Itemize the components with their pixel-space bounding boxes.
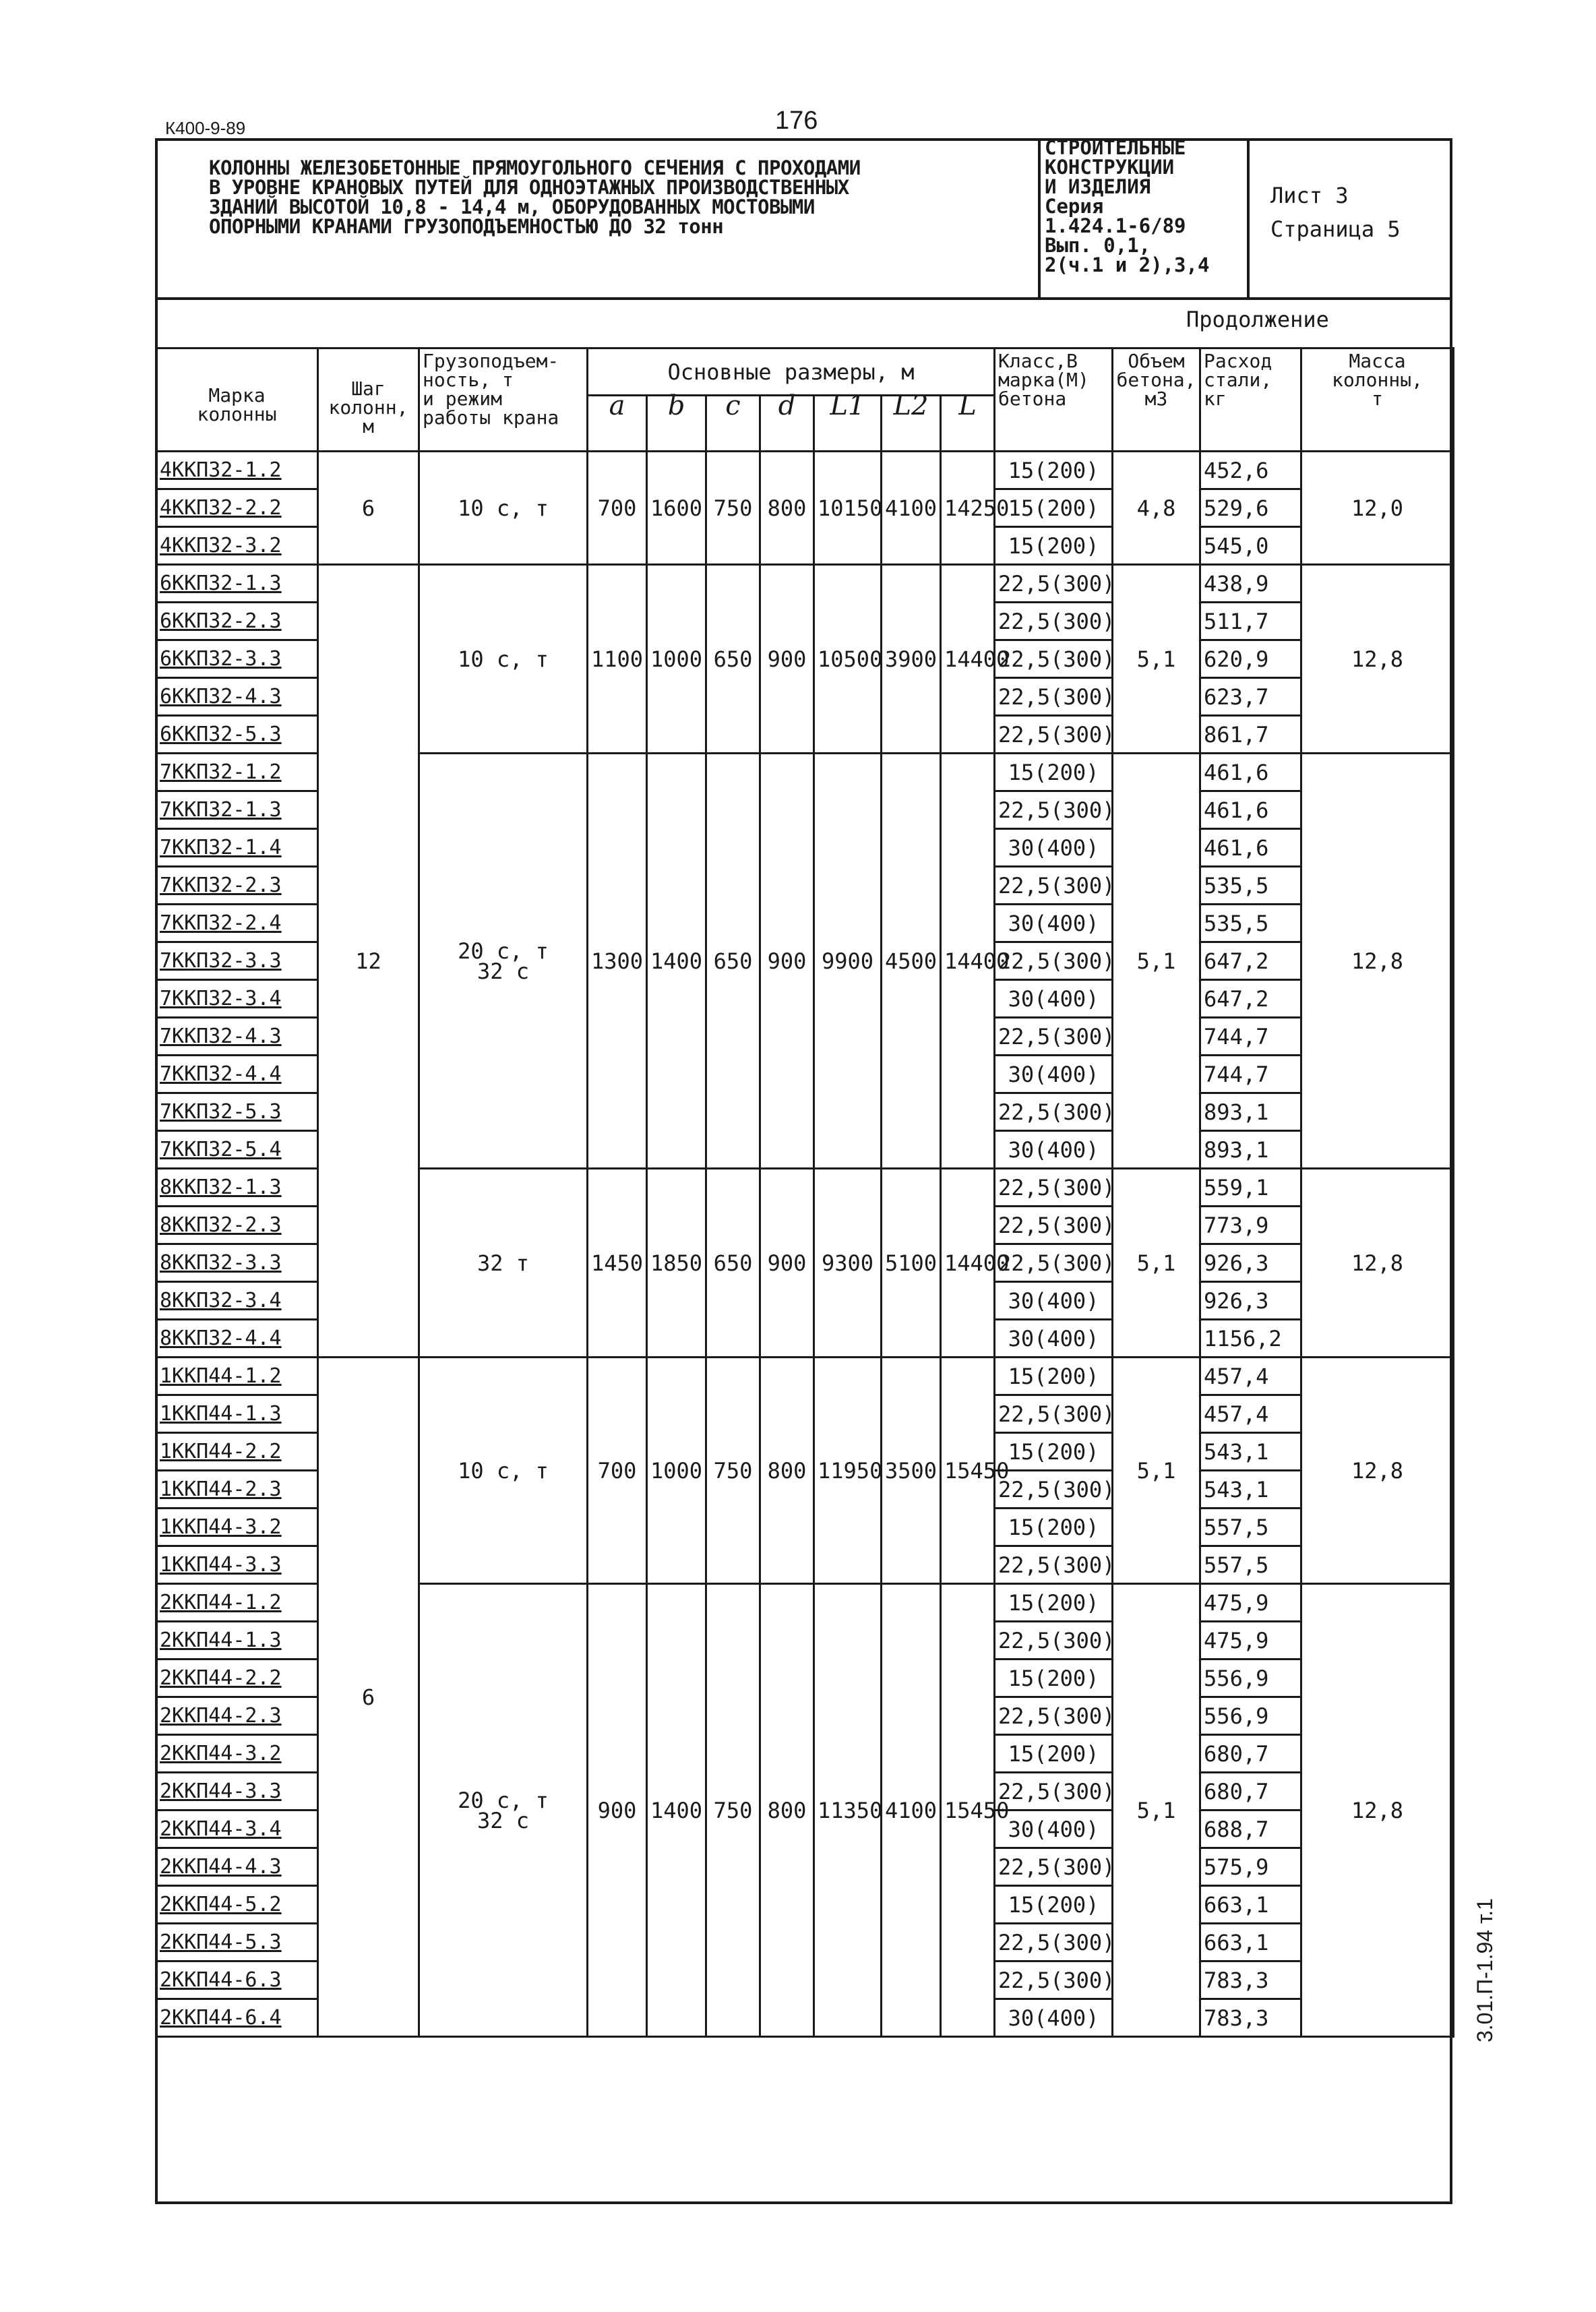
- header-dim-c: c: [706, 396, 760, 452]
- dim-c: 650: [706, 1169, 760, 1358]
- column-mark: 7ККП32-1.2: [156, 754, 318, 791]
- steel-consumption: 861,7: [1200, 716, 1301, 754]
- dim-b: 1400: [647, 1584, 706, 2037]
- header-mass: Масса колонны, т: [1301, 348, 1454, 452]
- column-mark: 1ККП44-3.2: [156, 1509, 318, 1546]
- steel-consumption: 543,1: [1200, 1433, 1301, 1471]
- steel-consumption: 647,2: [1200, 942, 1301, 980]
- column-mark: 7ККП32-2.4: [156, 905, 318, 942]
- dim-a: 1100: [588, 565, 647, 754]
- dim-l2: 4500: [882, 754, 941, 1169]
- concrete-volume: 5,1: [1113, 1584, 1200, 2037]
- column-mark: 7ККП32-2.3: [156, 867, 318, 905]
- dim-l: 14400: [941, 1169, 995, 1358]
- column-mass: 12,8: [1301, 754, 1454, 1169]
- column-mass: 12,0: [1301, 452, 1454, 565]
- crane-load: 10 с, т: [419, 1358, 588, 1584]
- dim-l: 14400: [941, 754, 995, 1169]
- dim-a: 1300: [588, 754, 647, 1169]
- steel-consumption: 461,6: [1200, 791, 1301, 829]
- column-mass: 12,8: [1301, 1358, 1454, 1584]
- column-mark: 2ККП44-2.3: [156, 1697, 318, 1735]
- concrete-class: 15(200): [995, 1660, 1113, 1697]
- steel-consumption: 744,7: [1200, 1018, 1301, 1056]
- crane-load: 10 с, т: [419, 565, 588, 754]
- dim-b: 1600: [647, 452, 706, 565]
- columns-table: [155, 347, 1454, 2038]
- column-mark: 1ККП44-2.3: [156, 1471, 318, 1509]
- dim-a: 700: [588, 452, 647, 565]
- dim-a: 1450: [588, 1169, 647, 1358]
- dim-l1: 10500: [814, 565, 882, 754]
- concrete-volume: 5,1: [1113, 1169, 1200, 1358]
- dim-b: 1850: [647, 1169, 706, 1358]
- steel-consumption: 535,5: [1200, 867, 1301, 905]
- steel-consumption: 680,7: [1200, 1735, 1301, 1773]
- concrete-class: 22,5(300): [995, 640, 1113, 678]
- concrete-class: 22,5(300): [995, 565, 1113, 603]
- column-mark: 6ККП32-3.3: [156, 640, 318, 678]
- concrete-class: 22,5(300): [995, 1848, 1113, 1886]
- column-mark: 7ККП32-4.4: [156, 1056, 318, 1093]
- steel-consumption: 557,5: [1200, 1509, 1301, 1546]
- column-mark: 7ККП32-1.4: [156, 829, 318, 867]
- title-divider: [1247, 138, 1250, 300]
- concrete-class: 22,5(300): [995, 942, 1113, 980]
- dim-l1: 11950: [814, 1358, 882, 1584]
- dim-b: 1400: [647, 754, 706, 1169]
- concrete-class: 22,5(300): [995, 1207, 1113, 1244]
- dim-d: 900: [760, 754, 814, 1169]
- dim-b: 1000: [647, 1358, 706, 1584]
- dim-l2: 4100: [882, 1584, 941, 2037]
- column-mark: 8ККП32-4.4: [156, 1320, 318, 1358]
- concrete-class: 22,5(300): [995, 791, 1113, 829]
- dim-a: 900: [588, 1584, 647, 2037]
- concrete-class: 22,5(300): [995, 1697, 1113, 1735]
- crane-load: 32 т: [419, 1169, 588, 1358]
- steel-consumption: 461,6: [1200, 829, 1301, 867]
- column-mark: 6ККП32-2.3: [156, 603, 318, 640]
- steel-consumption: 461,6: [1200, 754, 1301, 791]
- concrete-class: 22,5(300): [995, 1471, 1113, 1509]
- column-mark: 6ККП32-5.3: [156, 716, 318, 754]
- concrete-class: 22,5(300): [995, 1622, 1113, 1660]
- concrete-class: 22,5(300): [995, 1395, 1113, 1433]
- concrete-class: 15(200): [995, 1584, 1113, 1622]
- column-mass: 12,8: [1301, 1584, 1454, 2037]
- concrete-class: 15(200): [995, 754, 1113, 791]
- steel-consumption: 893,1: [1200, 1131, 1301, 1169]
- concrete-class: 15(200): [995, 1735, 1113, 1773]
- crane-load: 10 с, т: [419, 452, 588, 565]
- dim-c: 750: [706, 452, 760, 565]
- continuation-label: Продолжение: [1186, 307, 1329, 332]
- column-mark: 4ККП32-3.2: [156, 527, 318, 565]
- concrete-class: 22,5(300): [995, 716, 1113, 754]
- column-mark: 2ККП44-1.2: [156, 1584, 318, 1622]
- dim-l1: 9300: [814, 1169, 882, 1358]
- concrete-class: 22,5(300): [995, 1169, 1113, 1207]
- concrete-class: 22,5(300): [995, 1924, 1113, 1961]
- column-mark: 2ККП44-5.3: [156, 1924, 318, 1961]
- dim-c: 650: [706, 565, 760, 754]
- steel-consumption: 452,6: [1200, 452, 1301, 489]
- concrete-class: 15(200): [995, 489, 1113, 527]
- header-dim-l: L: [941, 396, 995, 452]
- concrete-class: 30(400): [995, 829, 1113, 867]
- column-mark: 7ККП32-5.4: [156, 1131, 318, 1169]
- concrete-class: 22,5(300): [995, 1244, 1113, 1282]
- column-mark: 7ККП32-3.3: [156, 942, 318, 980]
- column-mark: 2ККП44-6.4: [156, 1999, 318, 2037]
- concrete-class: 22,5(300): [995, 1546, 1113, 1584]
- dim-l1: 10150: [814, 452, 882, 565]
- steel-consumption: 545,0: [1200, 527, 1301, 565]
- header-load: Грузоподъем- ность, т и режим работы крана: [419, 348, 588, 452]
- concrete-class: 30(400): [995, 1999, 1113, 2037]
- concrete-class: 22,5(300): [995, 867, 1113, 905]
- series-block: СТРОИТЕЛЬНЫЕ КОНСТРУКЦИИ И ИЗДЕЛИЯ Серия 1.424.1-6/89 Вып. 0,1, 2(ч.1 и 2),3,4: [1045, 136, 1210, 276]
- header-volume: Объем бетона, м3: [1113, 348, 1200, 452]
- steel-consumption: 1156,2: [1200, 1320, 1301, 1358]
- column-mark: 2ККП44-3.2: [156, 1735, 318, 1773]
- steel-consumption: 475,9: [1200, 1584, 1301, 1622]
- column-mark: 1ККП44-1.3: [156, 1395, 318, 1433]
- column-mark: 6ККП32-1.3: [156, 565, 318, 603]
- steel-consumption: 783,3: [1200, 1999, 1301, 2037]
- steel-consumption: 623,7: [1200, 678, 1301, 716]
- column-mark: 8ККП32-3.4: [156, 1282, 318, 1320]
- concrete-class: 15(200): [995, 1433, 1113, 1471]
- header-dims: Основные размеры, м: [588, 348, 995, 396]
- steel-consumption: 647,2: [1200, 980, 1301, 1018]
- column-mark: 2ККП44-3.3: [156, 1773, 318, 1811]
- table-row: [156, 1358, 1454, 1395]
- steel-consumption: 457,4: [1200, 1358, 1301, 1395]
- concrete-class: 30(400): [995, 1282, 1113, 1320]
- steel-consumption: 557,5: [1200, 1546, 1301, 1584]
- dim-l: 15450: [941, 1584, 995, 2037]
- column-mark: 2ККП44-5.2: [156, 1886, 318, 1924]
- column-mark: 8ККП32-3.3: [156, 1244, 318, 1282]
- concrete-volume: 5,1: [1113, 754, 1200, 1169]
- dim-l2: 4100: [882, 452, 941, 565]
- steel-consumption: 688,7: [1200, 1811, 1301, 1848]
- dim-c: 750: [706, 1584, 760, 2037]
- column-mass: 12,8: [1301, 1169, 1454, 1358]
- header-concrete: Класс,В марка(М) бетона: [995, 348, 1113, 452]
- steel-consumption: 926,3: [1200, 1282, 1301, 1320]
- table-row: [156, 452, 1454, 489]
- steel-consumption: 926,3: [1200, 1244, 1301, 1282]
- dim-c: 750: [706, 1358, 760, 1584]
- dim-d: 800: [760, 1584, 814, 2037]
- column-mark: 8ККП32-2.3: [156, 1207, 318, 1244]
- column-mark: 1ККП44-1.2: [156, 1358, 318, 1395]
- dim-d: 900: [760, 1169, 814, 1358]
- dim-l2: 3900: [882, 565, 941, 754]
- dim-l2: 3500: [882, 1358, 941, 1584]
- column-step: 6: [318, 1358, 419, 2037]
- concrete-volume: 5,1: [1113, 565, 1200, 754]
- column-step: 12: [318, 565, 419, 1358]
- page-number: 176: [775, 107, 818, 135]
- steel-consumption: 620,9: [1200, 640, 1301, 678]
- dim-l: 14400: [941, 565, 995, 754]
- concrete-class: 30(400): [995, 1131, 1113, 1169]
- concrete-class: 22,5(300): [995, 603, 1113, 640]
- dim-a: 700: [588, 1358, 647, 1584]
- column-mark: 4ККП32-2.2: [156, 489, 318, 527]
- column-mark: 1ККП44-3.3: [156, 1546, 318, 1584]
- steel-consumption: 556,9: [1200, 1660, 1301, 1697]
- title-divider: [1038, 138, 1041, 300]
- steel-consumption: 680,7: [1200, 1773, 1301, 1811]
- column-mark: 7ККП32-5.3: [156, 1093, 318, 1131]
- column-mark: 2ККП44-2.2: [156, 1660, 318, 1697]
- concrete-class: 30(400): [995, 1056, 1113, 1093]
- dim-l1: 9900: [814, 754, 882, 1169]
- concrete-volume: 5,1: [1113, 1358, 1200, 1584]
- document-code: К400-9-89: [165, 118, 246, 138]
- concrete-class: 15(200): [995, 1358, 1113, 1395]
- document-title: КОЛОННЫ ЖЕЛЕЗОБЕТОННЫЕ ПРЯМОУГОЛЬНОГО СЕЧЕНИЯ С ПРОХОДАМИ В УРОВНЕ КРАНОВЫХ ПУТЕЙ ДЛЯ ОДНОЭТАЖНЫХ ПРОИЗВОДСТВЕННЫХ ЗДАНИЙ ВЫСОТОЙ 10,8 - 14,4 м, ОБОРУДОВАННЫХ МОСТОВЫМИ ОПОРНЫМИ КРАНАМИ ГРУЗОПОДЪЕМНОСТЬЮ ДО 32 тонн: [209, 156, 861, 238]
- concrete-class: 15(200): [995, 527, 1113, 565]
- steel-consumption: 535,5: [1200, 905, 1301, 942]
- dim-d: 800: [760, 452, 814, 565]
- table-row: [156, 565, 1454, 603]
- dim-l1: 11350: [814, 1584, 882, 2037]
- concrete-class: 22,5(300): [995, 1773, 1113, 1811]
- steel-consumption: 663,1: [1200, 1886, 1301, 1924]
- column-mark: 2ККП44-6.3: [156, 1961, 318, 1999]
- concrete-class: 15(200): [995, 1509, 1113, 1546]
- table-body: [156, 452, 1454, 2037]
- steel-consumption: 438,9: [1200, 565, 1301, 603]
- column-mark: 7ККП32-3.4: [156, 980, 318, 1018]
- concrete-class: 22,5(300): [995, 1018, 1113, 1056]
- header-dim-a: a: [588, 396, 647, 452]
- column-mark: 6ККП32-4.3: [156, 678, 318, 716]
- dim-d: 800: [760, 1358, 814, 1584]
- concrete-class: 22,5(300): [995, 1961, 1113, 1999]
- steel-consumption: 773,9: [1200, 1207, 1301, 1244]
- steel-consumption: 663,1: [1200, 1924, 1301, 1961]
- concrete-class: 15(200): [995, 452, 1113, 489]
- column-mass: 12,8: [1301, 565, 1454, 754]
- header-step: Шаг колонн, м: [318, 348, 419, 452]
- column-mark: 7ККП32-1.3: [156, 791, 318, 829]
- header-steel: Расход стали, кг: [1200, 348, 1301, 452]
- crane-load: 20 с, т 32 с: [419, 1584, 588, 2037]
- steel-consumption: 559,1: [1200, 1169, 1301, 1207]
- column-mark: 4ККП32-1.2: [156, 452, 318, 489]
- column-step: 6: [318, 452, 419, 565]
- dim-b: 1000: [647, 565, 706, 754]
- dim-l2: 5100: [882, 1169, 941, 1358]
- header-dim-d: d: [760, 396, 814, 452]
- dim-d: 900: [760, 565, 814, 754]
- concrete-class: 30(400): [995, 1320, 1113, 1358]
- concrete-class: 22,5(300): [995, 678, 1113, 716]
- concrete-class: 30(400): [995, 1811, 1113, 1848]
- dim-l: 15450: [941, 1358, 995, 1584]
- steel-consumption: 783,3: [1200, 1961, 1301, 1999]
- concrete-class: 30(400): [995, 980, 1113, 1018]
- concrete-class: 22,5(300): [995, 1093, 1113, 1131]
- steel-consumption: 893,1: [1200, 1093, 1301, 1131]
- steel-consumption: 529,6: [1200, 489, 1301, 527]
- column-mark: 2ККП44-1.3: [156, 1622, 318, 1660]
- header-dim-l2: L2: [882, 396, 941, 452]
- column-mark: 2ККП44-4.3: [156, 1848, 318, 1886]
- steel-consumption: 543,1: [1200, 1471, 1301, 1509]
- column-mark: 1ККП44-2.2: [156, 1433, 318, 1471]
- concrete-class: 30(400): [995, 905, 1113, 942]
- dim-c: 650: [706, 754, 760, 1169]
- header-dim-b: b: [647, 396, 706, 452]
- steel-consumption: 457,4: [1200, 1395, 1301, 1433]
- side-code: 3.01.П-1.94 т.1: [1473, 1898, 1497, 2042]
- concrete-class: 15(200): [995, 1886, 1113, 1924]
- header-mark: Марка колонны: [156, 348, 318, 452]
- steel-consumption: 511,7: [1200, 603, 1301, 640]
- steel-consumption: 475,9: [1200, 1622, 1301, 1660]
- steel-consumption: 575,9: [1200, 1848, 1301, 1886]
- column-mark: 7ККП32-4.3: [156, 1018, 318, 1056]
- column-mark: 2ККП44-3.4: [156, 1811, 318, 1848]
- steel-consumption: 744,7: [1200, 1056, 1301, 1093]
- dim-l: 14250: [941, 452, 995, 565]
- header-dim-l1: L1: [814, 396, 882, 452]
- sheet-info: Лист 3 Страница 5: [1270, 183, 1401, 242]
- steel-consumption: 556,9: [1200, 1697, 1301, 1735]
- column-mark: 8ККП32-1.3: [156, 1169, 318, 1207]
- concrete-volume: 4,8: [1113, 452, 1200, 565]
- crane-load: 20 с, т 32 с: [419, 754, 588, 1169]
